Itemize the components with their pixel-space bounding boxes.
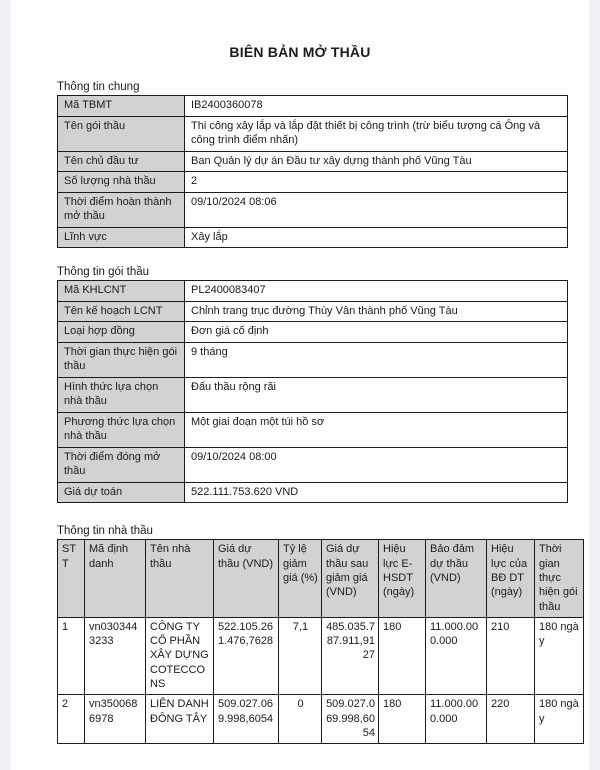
contractor-cell: 509.027.069.998,6054: [322, 695, 379, 744]
field-value: Chỉnh trang trục đường Thùy Vân thành phố Vũng Tàu: [185, 301, 568, 322]
field-value: Xây lắp: [185, 227, 568, 248]
info-row: [58, 482, 568, 503]
field-label: Phương thức lựa chọn nhà thầu: [58, 412, 185, 447]
column-header: Giá dự thầu sau giảm giá (VND): [322, 540, 379, 617]
column-header: Giá dự thầu (VND): [214, 540, 279, 617]
info-row: [58, 301, 568, 322]
contractor-cell: 180 ngày: [535, 617, 584, 694]
contractor-cell: 485.035.787.911,9127: [322, 617, 379, 694]
field-value: Ban Quản lý dự án Đầu tư xây dựng thành phố Vũng Tàu: [185, 151, 568, 172]
field-label: Thời điểm đóng mở thầu: [58, 447, 185, 482]
contractor-cell: LIÊN DANH ĐÔNG TÂY: [146, 695, 214, 744]
contractor-cell: 1: [58, 617, 85, 694]
field-value: PL2400083407: [185, 281, 568, 302]
column-header: Bảo đảm dự thầu (VND): [426, 540, 487, 617]
field-value: 522.111.753.620 VND: [185, 482, 568, 503]
field-label: Lĩnh vực: [58, 227, 185, 248]
column-header: Mã định danh: [85, 540, 146, 617]
field-value: Đơn giá cố định: [185, 322, 568, 343]
page-title: BIÊN BẢN MỞ THẦU: [229, 44, 371, 60]
contractor-table-header-row: [58, 540, 584, 617]
column-header: Hiệu lực của BĐ DT (ngày): [487, 540, 535, 617]
field-value: 09/10/2024 08:06: [185, 192, 568, 227]
contractor-cell: 180: [379, 617, 426, 694]
info-row: [58, 96, 568, 117]
field-value: 2: [185, 172, 568, 193]
contractor-cell: 522.105.261.476,7628: [214, 617, 279, 694]
info-row: [58, 192, 568, 227]
column-header: Hiệu lực E-HSDT (ngày): [379, 540, 426, 617]
contractor-cell: vn3500686978: [85, 695, 146, 744]
contractor-cell: 0: [279, 695, 322, 744]
info-row: [58, 342, 568, 377]
info-row: [58, 116, 568, 151]
contractor-row: [58, 617, 584, 694]
contractor-cell: 509.027.069.998,6054: [214, 695, 279, 744]
field-label: Thời điểm hoàn thành mở thầu: [58, 192, 185, 227]
info-row: [58, 172, 568, 193]
section-heading-general-info: Thông tin chung: [57, 81, 140, 93]
contractor-cell: 11.000.000.000: [426, 695, 487, 744]
info-row: [58, 281, 568, 302]
contractor-cell: 220: [487, 695, 535, 744]
info-row: [58, 412, 568, 447]
info-row: [58, 322, 568, 343]
field-label: Tên chủ đầu tư: [58, 151, 185, 172]
document-page: [11, 0, 589, 770]
column-header: STT: [58, 540, 85, 617]
document-content: [11, 81, 589, 744]
contractor-cell: 2: [58, 695, 85, 744]
field-value: Một giai đoạn một túi hồ sơ: [185, 412, 568, 447]
field-label: Tên kế hoạch LCNT: [58, 301, 185, 322]
field-value: Đấu thầu rộng rãi: [185, 377, 568, 412]
field-value: Thi công xây lắp và lắp đặt thiết bị công trình (trừ biểu tượng cá Ông và công trình điểm nhấn): [185, 116, 568, 151]
info-row: [58, 227, 568, 248]
column-header: Tỷ lệ giảm giá (%): [279, 540, 322, 617]
contractor-table: [57, 539, 584, 744]
field-label: Loại hợp đồng: [58, 322, 185, 343]
column-header: Thời gian thực hiện gói thầu: [535, 540, 584, 617]
section-heading-contractor-info: Thông tin nhà thầu: [57, 525, 153, 538]
field-label: Hình thức lựa chọn nhà thầu: [58, 377, 185, 412]
contractor-cell: 180 ngày: [535, 695, 584, 744]
field-value: 9 tháng: [185, 342, 568, 377]
general-info-table: [57, 95, 568, 248]
contractor-cell: 7,1: [279, 617, 322, 694]
field-label: Thời gian thực hiện gói thầu: [58, 342, 185, 377]
contractor-cell: 11.000.000.000: [426, 617, 487, 694]
field-label: Mã TBMT: [58, 96, 185, 117]
info-row: [58, 377, 568, 412]
field-value: IB2400360078: [185, 96, 568, 117]
info-row: [58, 151, 568, 172]
field-label: Tên gói thầu: [58, 116, 185, 151]
contractor-row: [58, 695, 584, 744]
contractor-cell: 180: [379, 695, 426, 744]
info-row: [58, 447, 568, 482]
contractor-cell: vn0303443233: [85, 617, 146, 694]
contractor-cell: CÔNG TY CỔ PHẦN XÂY DỰNG COTECCONS: [146, 617, 214, 694]
field-label: Số lượng nhà thầu: [58, 172, 185, 193]
field-value: 09/10/2024 08:00: [185, 447, 568, 482]
package-info-table: [57, 280, 568, 503]
column-header: Tên nhà thầu: [146, 540, 214, 617]
section-heading-package-info: Thông tin gói thầu: [57, 266, 150, 279]
field-label: Mã KHLCNT: [58, 281, 185, 302]
contractor-cell: 210: [487, 617, 535, 694]
field-label: Giá dự toán: [58, 482, 185, 503]
